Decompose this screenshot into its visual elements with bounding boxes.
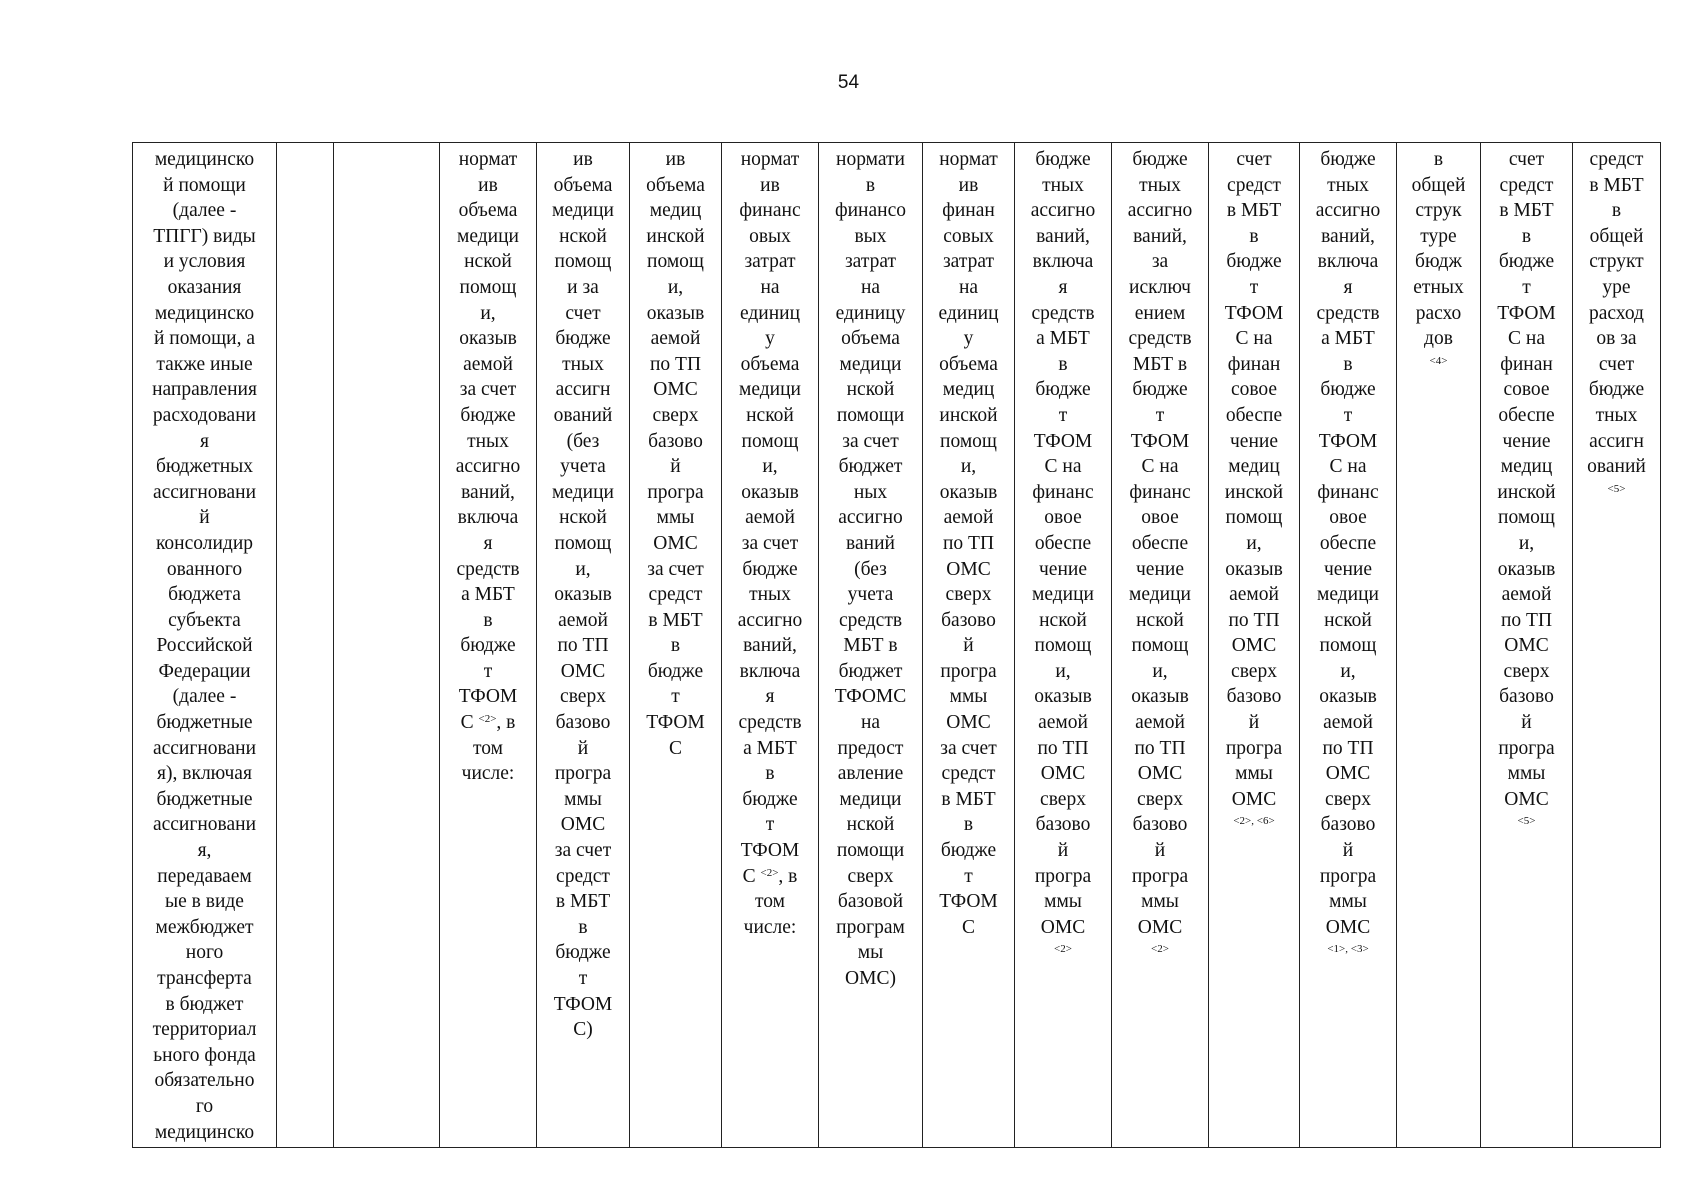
- table-cell-11: бюдже тных ассигно ваний, за исключ ением средств МБТ в бюдже т ТФОМ С на финанс овое обеспе чение медици нской помощ и, оказыв аемой по ТП ОМС сверх базово й програ ммы ОМС $^{<2>}$: [1112, 143, 1209, 1148]
- table-row: [133, 143, 1661, 1148]
- page-number: 54: [837, 72, 860, 93]
- table-cell-15: счет средст в МБТ в бюдже т ТФОМ С на финан совое обеспе чение медиц инской помощ и, оказыв аемой по ТП ОМС сверх базово й програ ммы ОМС $^{<5>}$: [1481, 143, 1573, 1148]
- table-cell-9: нормат ив финан совых затрат на единиц у объема медиц инской помощ и, оказыв аемой по ТП ОМС сверх базово й програ ммы ОМС за счет средст в МБТ в бюдже т ТФОМ С: [923, 143, 1015, 1148]
- table-cell-10: бюдже тных ассигно ваний, включа я средств а МБТ в бюдже т ТФОМ С на финанс овое обеспе чение медици нской помощ и, оказыв аемой по ТП ОМС сверх базово й програ ммы ОМС $^{<2>}$: [1015, 143, 1112, 1148]
- table-cell-2: [277, 143, 334, 1148]
- table-cell-5: ив объема медици нской помощ и за счет бюдже тных ассигн ований (без учета медици нской помощ и, оказыв аемой по ТП ОМС сверх базово й програ ммы ОМС за счет средст в МБТ в бюдже т ТФОМ С): [537, 143, 630, 1148]
- table-cell-4: нормат ив объема медици нской помощ и, оказыв аемой за счет бюдже тных ассигно ваний, включа я средств а МБТ в бюдже т ТФОМ С $^{<2>}$, в том числе:: [440, 143, 537, 1148]
- table-cell-14: в общей струк туре бюдж етных расхо дов $^{<4>}$: [1397, 143, 1481, 1148]
- table-cell-6: ив объема медиц инской помощ и, оказыв аемой по ТП ОМС сверх базово й програ ммы ОМС за счет средст в МБТ в бюдже т ТФОМ С: [630, 143, 722, 1148]
- table-cell-8: нормати в финансо вых затрат на единицу объема медици нской помощи за счет бюджет ных ассигно ваний (без учета средств МБТ в бюджет ТФОМС на предост авление медици нской помощи сверх базовой програм мы ОМС): [819, 143, 923, 1148]
- table-cell-16: средст в МБТ в общей структ уре расход ов за счет бюдже тных ассигн ований $^{<5>}$: [1573, 143, 1661, 1148]
- table-cell-3: [334, 143, 440, 1148]
- table-cell-13: бюдже тных ассигно ваний, включа я средств а МБТ в бюдже т ТФОМ С на финанс овое обеспе чение медици нской помощ и, оказыв аемой по ТП ОМС сверх базово й програ ммы ОМС $^{<1>, <3>}$: [1300, 143, 1397, 1148]
- table-cell-1: медицинско й помощи (далее - ТПГГ) виды и условия оказания медицинско й помощи, а также иные направления расходовани я бюджетных ассигновани й консолидир ованного бюджета субъекта Российской Федерации (далее - бюджетные ассигновани я), включая бюджетные ассигновани я, передаваем ые в виде межбюджет ного трансферта в бюджет территориал ьного фонда обязательно го медицинско: [133, 143, 277, 1148]
- table-cell-7: нормат ив финанс овых затрат на единиц у объема медици нской помощ и, оказыв аемой за счет бюдже тных ассигно ваний, включа я средств а МБТ в бюдже т ТФОМ С $^{<2>}$, в том числе:: [722, 143, 819, 1148]
- data-table: [132, 142, 1661, 1148]
- table-cell-12: счет средст в МБТ в бюдже т ТФОМ С на финан совое обеспе чение медиц инской помощ и, оказыв аемой по ТП ОМС сверх базово й програ ммы ОМС $^{<2>, <6>}$: [1209, 143, 1300, 1148]
